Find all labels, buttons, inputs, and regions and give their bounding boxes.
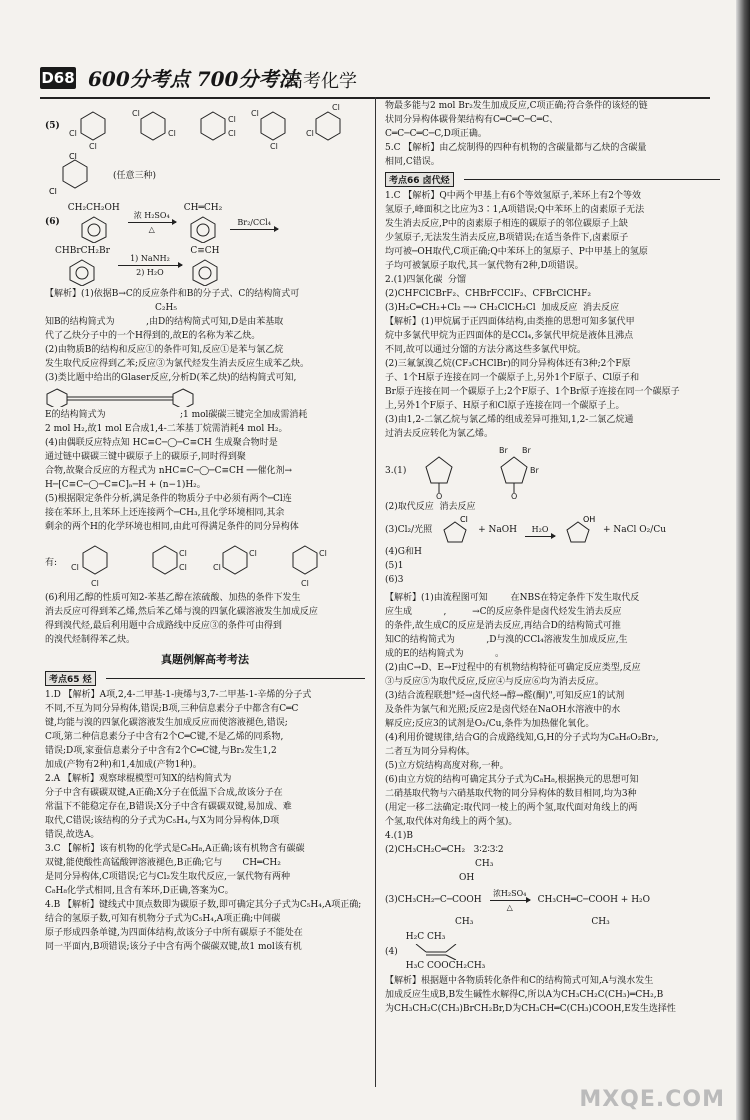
svg-text:Cl: Cl bbox=[91, 579, 99, 588]
q6-arrow-2 bbox=[230, 216, 278, 230]
q6-dibromide-label: CHBrCH₂Br bbox=[55, 246, 110, 256]
svg-text:O: O bbox=[436, 492, 443, 499]
answer-line: 二者互为同分异构体。 bbox=[385, 747, 476, 757]
q3-3-solvent: H₂O bbox=[531, 525, 549, 534]
q6-route-row2 bbox=[45, 245, 365, 286]
q4-3-product: CH₃CH═C─COOH + H₂O bbox=[537, 895, 651, 905]
answer-line: 子、1个H原子连接在同一个碳原子上,另外1个F原子、Cl原子和 bbox=[385, 373, 640, 383]
q6-dibromide bbox=[55, 245, 110, 286]
q3-3-reagent: (3)Cl₂/光照 bbox=[385, 524, 433, 535]
analysis-line: E的结构简式为 ;1 mol碳碳三键完全加成需消耗 bbox=[45, 410, 308, 420]
analysis-line: 发生取代反应得到乙苯;反应③为氯代烃发生消去反应生成苯乙炔。 bbox=[45, 359, 310, 369]
q4-4-alkene bbox=[406, 931, 486, 973]
q4-3-prod-methyl: CH₃ bbox=[591, 917, 610, 927]
answer-line: 2.A 【解析】观察球棍模型可知X的结构简式为 bbox=[45, 774, 232, 784]
analysis-line: 剩余的两个H的化学环境也相同,由此可得满足条件的同分异构体 bbox=[45, 522, 299, 532]
benzene-ring-icon bbox=[67, 258, 97, 286]
q6-reagent-3: 1) NaNH₂ bbox=[130, 254, 170, 263]
answer-line: (4)利用价键规律,结合G的合成路线知,G,H的分子式均为C₈H₆O₂Br₂, bbox=[385, 733, 659, 743]
answer-line: 解反应;反应3的试剂是O₂/Cu,条件为加热催化氧化。 bbox=[385, 719, 595, 729]
q6-reagent-1: 浓 H₂SO₄ bbox=[133, 211, 170, 220]
answer-line: (6)由立方烷的结构可确定其分子式为C₈H₈,根据换元的思想可知 bbox=[385, 775, 639, 785]
answer-line: 1.D 【解析】A项,2,4-二甲基-1-庚烯与3,7-二甲基-1-辛烯的分子式 bbox=[45, 690, 312, 700]
q4-3-heat: △ bbox=[506, 903, 513, 912]
q6-start-material bbox=[68, 202, 120, 243]
svg-text:O: O bbox=[511, 492, 518, 499]
answer-line: 加成反应生成B,B发生碱性水解得C,所以A为CH₃CH₂C(CH₃)═CH₂,B bbox=[385, 990, 664, 1000]
q5-answer-isomers bbox=[65, 536, 345, 590]
answer-line: 过消去反应转化为氯乙烯。 bbox=[385, 429, 494, 439]
svg-text:Cl: Cl bbox=[319, 549, 327, 558]
q3-3-naoh: + NaOH bbox=[478, 524, 518, 535]
q6-styrene-label: CH═CH₂ bbox=[183, 203, 223, 213]
svg-text:Cl: Cl bbox=[68, 129, 77, 138]
answer-line: (4)G和H bbox=[385, 547, 422, 557]
answer-line: 结合的氢原子数,可知有机物分子式为C₅H₄,A项正确;中间碳 bbox=[45, 914, 281, 924]
answer-line: (2)取代反应 消去反应 bbox=[385, 502, 476, 512]
q4-2-methyl: CH₃ bbox=[475, 859, 494, 869]
answer-line: C项,第二种信息素分子中含有2个C═C键,不是乙烯的同系物, bbox=[45, 732, 284, 742]
q4-3-arrow bbox=[490, 887, 530, 914]
answer-line: Br原子连接在同一个碳原子上;2个F原子、1个Br原子连接在同一个碳原子 bbox=[385, 387, 680, 397]
q5-isomer-6 bbox=[45, 152, 105, 200]
svg-text:Cl: Cl bbox=[269, 142, 278, 150]
answer-line: 是同分异构体,C项错误;它与Cl₂发生取代反应,一氯代物有两种 bbox=[45, 872, 291, 882]
svg-text:Cl: Cl bbox=[71, 563, 79, 572]
chlorocyclopentane-icon bbox=[440, 516, 470, 544]
q3-3-arrow bbox=[525, 523, 555, 537]
left-column bbox=[45, 100, 365, 955]
q5-any-three-note: (任意三种) bbox=[113, 170, 157, 181]
answer-line: ③与反应⑤为取代反应,反应④与反应⑥均为消去反应。 bbox=[385, 677, 604, 687]
answer-line: 的条件,故生成C的反应是消去反应,再结合D的结构简式可推 bbox=[385, 621, 621, 631]
analysis-line: 的溴代烃制得苯乙炔。 bbox=[45, 635, 136, 645]
q6-reagent-2: Br₂/CCl₄ bbox=[237, 217, 272, 227]
answer-line: (2)CH₃CH₂C═CH₂ 3∶2∶3∶2 bbox=[385, 845, 504, 855]
analysis-line: 2 mol H₂,故1 mol E合成1,4-二苯基丁烷需消耗4 mol H₂。 bbox=[45, 424, 288, 434]
q3-1-label: 3.(1) bbox=[385, 465, 407, 476]
kp66-heading bbox=[385, 172, 720, 187]
page-number-badge: D68 bbox=[41, 69, 75, 87]
q4-4-top: H₂C CH₃ bbox=[405, 932, 446, 942]
q6-product-label: C≡CH bbox=[190, 246, 220, 256]
q5-extra bbox=[45, 152, 365, 200]
answer-line: 不同,不互为同分异构体,错误;B项,三种信息素分子中都含有C═C bbox=[45, 704, 299, 714]
answer-line: (3)由1,2-二氯乙烷与氯乙烯的组成差异可推知,1,2-二氯乙烷通 bbox=[385, 415, 634, 425]
q6-condition-1: △ bbox=[148, 225, 155, 234]
q6-label: (6) bbox=[45, 217, 60, 227]
analysis-line: 接在苯环上,且苯环上还连接两个─CH₃,且化学环境相同,其余 bbox=[45, 508, 285, 518]
answer-line: 及条件为氯气和光照;反应2是卤代烃在NaOH水溶液中的水 bbox=[385, 705, 621, 715]
answer-line: 1.C 【解析】Q中两个甲基上有6个等效氢原子,苯环上有2个等效 bbox=[385, 191, 642, 201]
analysis-line: (6)利用乙醇的性质可知2-苯基乙醇在浓硫酸、加热的条件下发生 bbox=[45, 593, 301, 603]
svg-text:Br: Br bbox=[499, 446, 509, 455]
alkene-bond-icon bbox=[406, 944, 466, 960]
page-header bbox=[40, 63, 560, 93]
svg-text:Cl: Cl bbox=[227, 115, 236, 124]
svg-text:Cl: Cl bbox=[460, 516, 468, 524]
benzene-ring-icon bbox=[188, 215, 218, 243]
answer-line: 4.B 【解析】键线式中顶点数即为碳原子数,即可确定其分子式为C₅H₄,A项正确; bbox=[45, 900, 362, 910]
answer-line: 发生消去反应,P中的卤素原子相连的碳原子的邻位碳原子上缺 bbox=[385, 219, 628, 229]
page-edge-shadow bbox=[736, 0, 750, 1120]
q5-label: (5) bbox=[45, 120, 60, 131]
svg-text:Br: Br bbox=[522, 446, 532, 455]
analysis-line: 得到溴代烃,最后利用题中合成路线中反应③的条件可由得到 bbox=[45, 621, 282, 631]
svg-text:Cl: Cl bbox=[69, 152, 77, 161]
answer-line: 物最多能与2 mol Br₂发生加成反应,C项正确;符合条件的该烃的链 bbox=[385, 101, 648, 111]
svg-text:Cl: Cl bbox=[250, 109, 259, 118]
diphenylbutadiyne-structure bbox=[45, 387, 365, 407]
answer-line: 烷中多氯代甲烷为正四面体的是CCl₄,多氯代甲烷是液体且沸点 bbox=[385, 331, 634, 341]
answer-line: 原子形成四条单键,为四面体结构,故该分子中所有碳原子不能处在 bbox=[45, 928, 303, 938]
kp66-tag: 考点66 卤代烃 bbox=[385, 172, 454, 187]
answer-line: 应生成 , →C的反应条件是卤代烃发生消去反应 bbox=[385, 607, 622, 617]
analysis-line: 代了乙炔分子中的一个H得到的,故E的名称为苯乙炔。 bbox=[45, 331, 261, 341]
watermark: MXQE.COM bbox=[579, 1087, 725, 1112]
q3-1-structures bbox=[385, 443, 720, 499]
answer-line: 双键,能使酸性高锰酸钾溶液褪色,B正确;它与 CH═CH₂ bbox=[45, 858, 281, 868]
analysis-line: 知B的结构简式为 ,由D的结构简式可知,D是由苯基取 bbox=[45, 317, 284, 327]
q4-3-methyl: CH₃ bbox=[455, 917, 474, 927]
column-divider bbox=[375, 97, 376, 1087]
answer-line: (5)1 bbox=[385, 561, 404, 571]
diphenyl-diyne-icon bbox=[45, 387, 195, 407]
q6-reagent-3b: 2) H₂O bbox=[136, 268, 164, 277]
benzene-ring-icon bbox=[190, 258, 220, 286]
answer-line: 氢原子,峰面积之比应为3∶1,A项错误;Q中苯环上的卤素原子无法 bbox=[385, 205, 645, 215]
q6-product bbox=[190, 245, 220, 286]
answer-line: 常温下不能稳定存在,B错误;X分子中含有碳碳双键,易加成、难 bbox=[45, 802, 292, 812]
q4-3-reaction bbox=[385, 887, 720, 914]
answer-line: 少氢原子,无法发生消去反应,B项错误;在适当条件下,卤素原子 bbox=[385, 233, 629, 243]
q6-route-row1 bbox=[45, 202, 365, 243]
answer-line: C₈H₈化学式相同,且含有苯环,D正确,答案为C。 bbox=[45, 886, 234, 896]
svg-text:OH: OH bbox=[583, 516, 596, 524]
kp65-heading bbox=[45, 671, 365, 686]
ethylbenzene-label: C₂H₅ bbox=[155, 303, 177, 313]
answer-line: 个氢,取代体对角线上的两个氢)。 bbox=[385, 817, 518, 827]
benzene-ring-icon bbox=[79, 215, 109, 243]
answer-line: 成的E的结构简式为 。 bbox=[385, 649, 505, 659]
answer-line: (3)结合流程联想"烃→卤代烃→醇→醛(酮)",可知反应1的试剂 bbox=[385, 691, 625, 701]
analysis-line: 消去反应可得到苯乙烯,然后苯乙烯与溴的四氯化碳溶液发生加成反应 bbox=[45, 607, 318, 617]
svg-text:Cl: Cl bbox=[167, 129, 176, 138]
q3-3-reaction bbox=[385, 516, 720, 544]
answer-line: (2)三氟氯溴乙烷(CF₃CHClBr)的同分异构体还有3种;2个F原 bbox=[385, 359, 631, 369]
answer-line: 2.(1)四氯化碳 分馏 bbox=[385, 275, 467, 285]
q6-arrow-3 bbox=[118, 252, 182, 279]
answer-line: 分子中含有碳碳双键,A正确;X分子在低温下合成,故该分子在 bbox=[45, 788, 283, 798]
answer-line: 【解析】(1)甲烷属于正四面体结构,由类推的思想可知多氯代甲 bbox=[385, 317, 635, 327]
subject-title: 高考化学 bbox=[285, 71, 357, 92]
q5-structures bbox=[45, 102, 365, 150]
cyclopentanol-icon bbox=[563, 516, 595, 544]
q5-isomer-structures bbox=[68, 102, 348, 150]
kp65-tag: 考点65 烃 bbox=[45, 671, 96, 686]
answer-line: 上,另外1个F原子、H原子和Cl原子连接在同一个碳原子上。 bbox=[385, 401, 625, 411]
answer-line: 不同,故可以通过分馏的方法分离这些多氯代甲烷。 bbox=[385, 345, 586, 355]
analysis-line: (3)类比题中给出的Glaser反应,分析D(苯乙炔)的结构简式可知, bbox=[45, 373, 297, 383]
answer-line: 【解析】根据题中各物质转化条件和C的结构简式可知,A与溴水发生 bbox=[385, 976, 654, 986]
svg-text:Cl: Cl bbox=[131, 109, 140, 118]
svg-text:Cl: Cl bbox=[227, 129, 236, 138]
q4-4-structure bbox=[385, 931, 720, 973]
q4-3-substituents bbox=[385, 916, 720, 929]
analysis-line: (2)由物质B的结构和反应①的条件可知,反应①是苯与氯乙烷 bbox=[45, 345, 284, 355]
answer-line: 【解析】(1)由流程图可知 在NBS在特定条件下发生取代反 bbox=[385, 593, 640, 603]
q4-3-reactant: (3)CH₃CH₂─C─COOH bbox=[385, 895, 482, 905]
answer-line: 取代,C错误;该结构的分子式为C₅H₄,与X为同分异构体,D项 bbox=[45, 816, 280, 826]
analysis-line: H─[C≡C─◯─C≡C]ₙ─H + (n−1)H₂。 bbox=[45, 480, 206, 490]
analysis-line: (4)由偶联反应特点知 HC≡C─◯─C≡CH 生成聚合物时是 bbox=[45, 438, 278, 448]
answer-line: 相同,C错误。 bbox=[385, 157, 440, 167]
svg-text:Cl: Cl bbox=[331, 103, 340, 112]
q6-start-label: CH₂CH₂OH bbox=[67, 203, 120, 213]
q5-answer-label: 有: bbox=[45, 557, 58, 568]
svg-text:Cl: Cl bbox=[179, 549, 187, 558]
svg-text:Cl: Cl bbox=[213, 563, 221, 572]
answer-line: 错误,故选A。 bbox=[45, 830, 100, 840]
answer-line: 键,均能与溴的四氯化碳溶液发生加成反应而使溶液褪色,错误; bbox=[45, 718, 288, 728]
answer-line: (用定一移二法确定:取代同一棱上的两个氢,取代面对角线上的两 bbox=[385, 803, 638, 813]
svg-text:Cl: Cl bbox=[249, 549, 257, 558]
section-title: 真题例解高考考法 bbox=[161, 653, 249, 666]
q5-answer-structures bbox=[45, 536, 365, 590]
svg-text:Cl: Cl bbox=[49, 187, 57, 196]
q4-3-condition: 浓H₂SO₄ bbox=[492, 889, 527, 898]
analysis-line: 合物,故聚合反应的方程式为 nHC≡C─◯─C≡CH ──催化剂→ bbox=[45, 466, 292, 476]
analysis-line: (5)根据限定条件分析,满足条件的物质分子中必须有两个─Cl连 bbox=[45, 494, 292, 504]
answer-line: 状同分异构体碳骨架结构有C═C═C─C═C、 bbox=[385, 115, 559, 125]
answer-line: (2)由C→D、E→F过程中的有机物结构特征可确定反应类型,反应 bbox=[385, 663, 641, 673]
svg-text:Cl: Cl bbox=[88, 142, 97, 150]
answer-line: 为CH₃CH₂C(CH₃)BrCH₂Br,D为CH₃CH═C(CH₃)COOH,E发生选择性 bbox=[385, 1004, 676, 1014]
q6-arrow-1 bbox=[128, 209, 176, 236]
answer-line: (2)CHFClCBrF₂、CHBrFCClF₂、CFBrClCHF₂ bbox=[385, 289, 591, 299]
answer-line: 子均可被氯原子取代,其一氯代物有2种,D项错误。 bbox=[385, 261, 584, 271]
answer-line: 知C的结构简式为 ,D与溴的CCl₄溶液发生加成反应,生 bbox=[385, 635, 628, 645]
book-brand: 600分考点 700分考法 bbox=[88, 67, 299, 91]
answer-line: (5)立方烷结构高度对称,一种。 bbox=[385, 761, 509, 771]
q4-4-bottom: H₃C COOCH₂CH₃ bbox=[405, 961, 486, 971]
answer-line: (6)3 bbox=[385, 575, 404, 585]
answer-line: (3)H₂C═CH₂+Cl₂ ─→ CH₂ClCH₂Cl 加成反应 消去反应 bbox=[385, 303, 620, 313]
answer-line: 4.(1)B bbox=[385, 831, 413, 841]
q3-3-products: + NaCl O₂/Cu bbox=[603, 524, 667, 535]
svg-text:Cl: Cl bbox=[179, 563, 187, 572]
answer-line: 错误;D项,家蚕信息素分子中含有2个C═C键,与Br₂发生1,2 bbox=[45, 746, 277, 756]
answer-line: 5.C 【解析】由乙烷制得的四种有机物的含碳量都与乙炔的含碳量 bbox=[385, 143, 647, 153]
answer-line: 二硝基取代物与六硝基取代物的同分异构体的数目相同,均为3种 bbox=[385, 789, 637, 799]
answer-line: 同一平面内,B项错误;该分子中含有两个碳碳双键,故1 mol该有机 bbox=[45, 942, 302, 952]
q6-styrene bbox=[184, 202, 223, 243]
svg-text:Cl: Cl bbox=[305, 129, 314, 138]
analysis-line: 通过链中碳碳三键中碳原子上的碳原子,同时得到聚 bbox=[45, 452, 246, 462]
svg-text:Br: Br bbox=[530, 466, 540, 475]
answer-line: 均可被─OH取代,C项正确;Q中苯环上的氢原子、P中甲基上的氢原 bbox=[385, 247, 648, 257]
analysis-line: 【解析】(1)依据B→C的反应条件和B的分子式、C的结构简式可 bbox=[45, 289, 300, 299]
q4-3-oh: OH bbox=[459, 873, 475, 883]
svg-text:Cl: Cl bbox=[301, 579, 309, 588]
right-column bbox=[385, 100, 720, 1017]
q4-4-label: (4) bbox=[385, 946, 398, 957]
cyclopentenone-structures bbox=[414, 443, 564, 499]
answer-line: 3.C 【解析】该有机物的化学式是C₈H₈,A正确;该有机物含有碳碳 bbox=[45, 844, 305, 854]
answer-line: 加成(产物有2种)和1,4加成(产物1种)。 bbox=[45, 760, 202, 770]
answer-line: C═C─C═C─C,D项正确。 bbox=[385, 129, 487, 139]
